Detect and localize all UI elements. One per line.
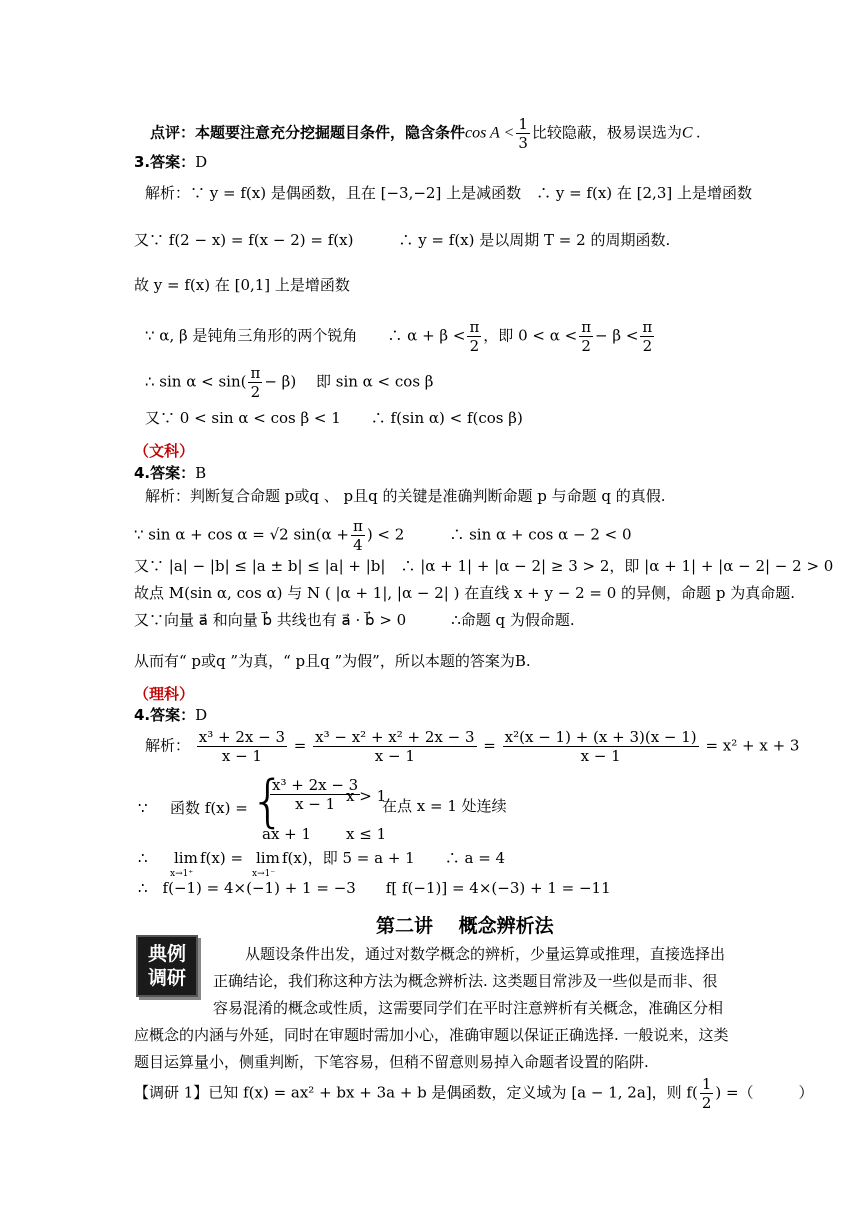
answer-3-line-2: 又∵ f(2 − x) = f(x − 2) = f(x) ∴ y = f(x) 是以周期 T = 2 的周期函数. <box>134 231 671 249</box>
question-1: 【调研 1】已知 f(x) = ax² + bx + 3a + b 是偶函数，定义域为 [a − 1, 2a]，则 f( $\frac{1}{2}$ ) =（ ） <box>134 1075 814 1112</box>
para-line-2: 正确结论，我们称这种方法为概念辨析法. 这类题目常涉及一些似是而非、很 <box>213 972 718 990</box>
para-line-1: 从题设条件出发，通过对数学概念的辨析，少量运算或推理，直接选择出 <box>245 945 726 963</box>
left-brace: { <box>250 769 286 834</box>
answer-4w-line-5: 又∵向量 a⃗ 和向量 b⃗ 共线也有 a⃗ · b⃗ > 0 ∴命题 q 为假命题. <box>134 611 575 629</box>
answer-4l-heading: 4.答案：D <box>134 706 208 724</box>
answer-3-heading: 3.答案：D <box>134 153 208 171</box>
answer-3-line-6: 又∵ 0 < sin α < cos β < 1 ∴ f(sin α) < f(cos β) <box>145 409 523 427</box>
answer-3-line-5: ∴ sin α < sin( $\frac{\pi}{2}$ − β) 即 sin α < cos β <box>145 364 434 401</box>
section-label-wenke: （文科） <box>134 442 195 460</box>
comment-line: 点评：本题要注意充分挖掘题目条件，隐含条件cos A < $\frac{1}{3}$ 比较隐蔽，极易误选为C . <box>150 115 701 152</box>
answer-4w-line-1: 解析：判断复合命题 p或q 、 p且q 的关键是准确判断命题 p 与命题 q 的真假. <box>145 487 666 505</box>
answer-4w-heading: 4.答案：B <box>134 464 207 482</box>
answer-3-line-3: 故 y = f(x) 在 [0,1] 上是增函数 <box>134 276 350 294</box>
answer-3-line-4: ∵ α, β 是钝角三角形的两个锐角 ∴ α + β < $\frac{\pi}{2}$ ，即 0 < α < $\frac{\pi}{2}$ − β < $\frac{\pi}{2}$ <box>145 318 653 355</box>
answer-4w-line-2: ∵ sin α + cos α = √2 sin(α + $\frac{\pi}{4}$ ) < 2 ∴ sin α + cos α − 2 < 0 <box>134 517 632 554</box>
final-calc-line: ∴ f(−1) = 4×(−1) + 1 = −3 f[ f(−1)] = 4×(−3) + 1 = −11 <box>138 879 611 897</box>
para-line-5: 题目运算量小，侧重判断，下笔容易，但稍不留意则易掉入命题者设置的陷阱. <box>134 1053 649 1071</box>
fraction-one-third: $\frac{1}{3}$ <box>518 115 528 152</box>
answer-4w-line-4: 故点 M(sin α, cos α) 与 N ( |α + 1|, |α − 2| ) 在直线 x + y − 2 = 0 的异侧，命题 p 为真命题. <box>134 584 795 602</box>
section-title: 第二讲 概念辨析法 <box>376 915 554 937</box>
answer-4l-line-1: 解析： $\frac{\text{x³ + 2x − 3}}{x - 1}$ = $\frac{\text{x³ − x² + x² + 2x − 3}}{x - 1}$ = $\frac{\text{x²(x − 1) + (x + 3)(x − 1)}}{x - 1}$ = x² + x + 3 <box>145 728 800 765</box>
para-line-4: 应概念的内涵与外延，同时在审题时需加小心，准确审题以保证正确选择. 一般说来，这类 <box>134 1026 729 1044</box>
answer-3-line-1: 解析：∵ y = f(x) 是偶函数，且在 [−3,−2] 上是减函数 ∴ y = f(x) 在 [2,3] 上是增函数 <box>145 184 752 202</box>
section-label-like: （理科） <box>134 685 195 703</box>
answer-4w-line-3: 又∵ |a| − |b| ≤ |a ± b| ≤ |a| + |b| ∴ |α + 1| + |α − 2| ≥ 3 > 2，即 |α + 1| + |α − 2| − 2 > 0 <box>134 557 834 575</box>
para-line-3: 容易混淆的概念或性质，这需要同学们在平时注意辨析有关概念，准确区分相 <box>213 999 724 1017</box>
answer-4w-line-6: 从而有“ p或q ”为真，“ p且q ”为假”，所以本题的答案为B. <box>134 652 531 670</box>
example-badge: 典例 调研 <box>136 935 198 997</box>
